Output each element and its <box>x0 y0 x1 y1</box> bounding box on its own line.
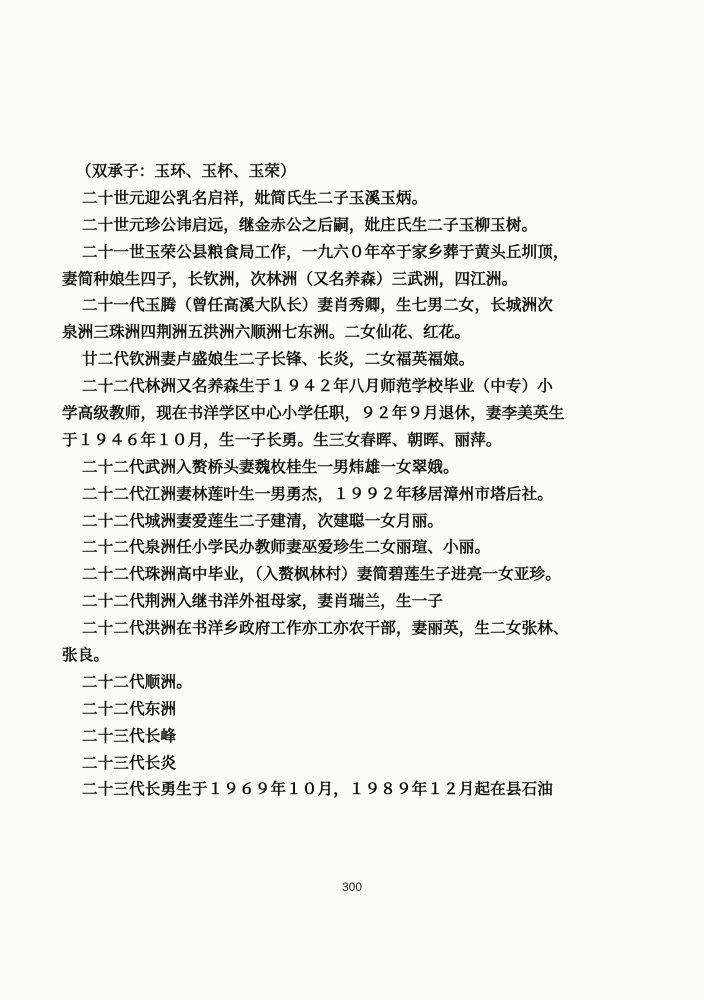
text-line: 廿二代钦洲妻卢盛娘生二子长锋、长炎，二女福英福娘。 <box>82 349 475 369</box>
text-line: 二十二代荆洲入继书洋外祖母家，妻肖瑞兰，生一子 <box>82 591 444 611</box>
text-line: 二十世元迎公乳名启祥，妣简氏生二子玉溪玉炳。 <box>82 187 428 207</box>
text-line: 二十三代长峰 <box>82 725 177 745</box>
text-line: 二十二代洪洲在书洋乡政府工作亦工亦农干部，妻丽英，生二女张林、 <box>82 618 569 638</box>
text-line: 于１９４６年１０月，生一子长勇。生三女春晖、朝晖、丽萍。 <box>62 429 502 449</box>
text-line: 二十三代长炎 <box>82 752 177 772</box>
genealogy-text <box>62 158 642 803</box>
text-line: 二十一世玉荣公县粮食局工作，一九六０年卒于家乡葬于黄头丘圳顶， <box>82 241 569 261</box>
text-line: 二十二代顺洲。 <box>82 671 192 691</box>
text-line: 二十一代玉腾（曾任高溪大队长）妻肖秀卿，生七男二女，长城洲次 <box>82 295 554 315</box>
text-line: 二十二代江洲妻林莲叶生一男勇杰，１９９２年移居漳州市塔后社。 <box>82 483 554 503</box>
text-line: 泉洲三珠洲四荆洲五洪洲六顺洲七东洲。二女仙花、红花。 <box>62 322 471 342</box>
text-line: 二十二代武洲入赘桥头妻魏枚桂生一男炜雄一女翠娥。 <box>82 456 459 476</box>
text-line: 二十世元珍公讳启远，继金赤公之后嗣，妣庄氏生二子玉柳玉树。 <box>82 214 538 234</box>
text-line: 妻简种娘生四子，长钦洲，次林洲（又名养森）三武洲，四江洲。 <box>62 268 518 288</box>
text-line: 二十二代泉洲任小学民办教师妻巫爱珍生二女丽瑄、小丽。 <box>82 537 491 557</box>
text-line: 学高级教师，现在书洋学区中心小学任职，９２年９月退休，妻李美英生 <box>62 403 565 423</box>
text-line: 二十二代城洲妻爱莲生二子建清，次建聪一女月丽。 <box>82 510 444 530</box>
page-number: 300 <box>341 880 363 894</box>
text-line: 张良。 <box>62 645 110 665</box>
text-line: 二十二代珠洲高中毕业，（入赘枫林村）妻简碧莲生子进亮一女亚珍。 <box>82 564 561 584</box>
text-line: 二十二代东洲 <box>82 698 177 718</box>
text-line: （双承子：玉环、玉杯、玉荣） <box>76 161 296 180</box>
text-line: 二十二代林洲又名养森生于１９４２年八月师范学校毕业（中专）小 <box>82 376 554 396</box>
text-line: 二十三代长勇生于１９６９年１０月，１９８９年１２月起在县石油 <box>82 779 554 799</box>
